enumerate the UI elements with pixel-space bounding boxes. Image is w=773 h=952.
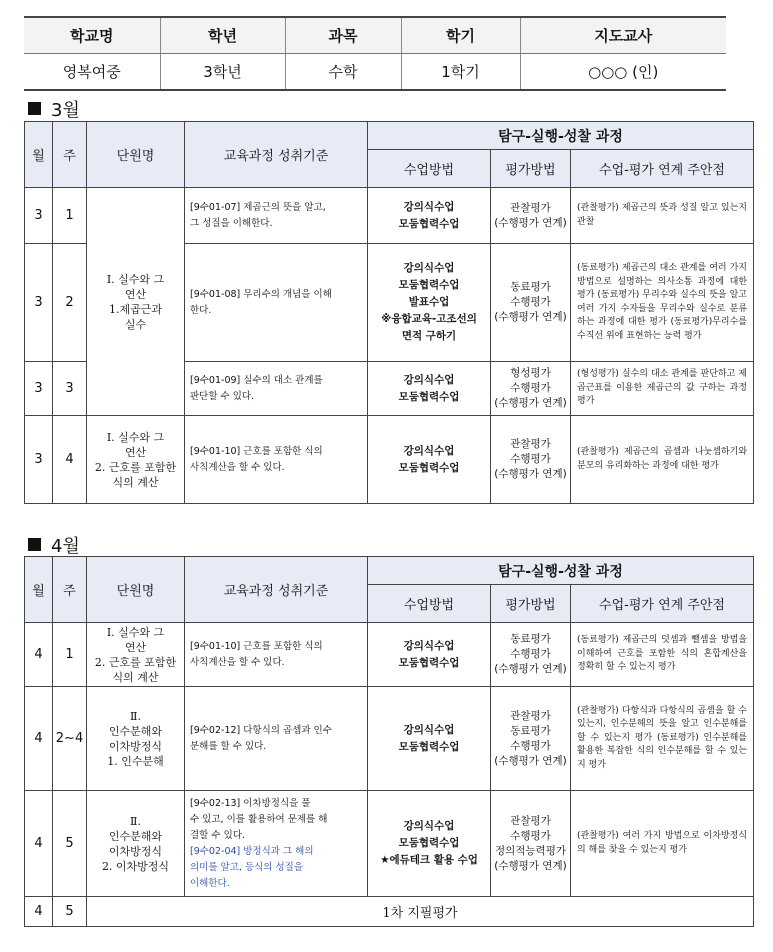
unit-cell: Ⅱ. 인수분해와 이차방정식 2. 이차방정식 [87, 791, 185, 897]
note-cell: (관찰평가) 다항식과 다항식의 곱셈을 할 수 있는지, 인수분해의 뜻을 알고 인수분해를 할 수 있는지 평가 (동료평가) 인수분해를 활용한 복잡한 식의 인수분해를 할 수 있는지 평가 [571, 687, 754, 791]
school-info-values [24, 54, 726, 91]
evaluation-cell: 형성평가 수행평가 (수행평가 연계) [491, 362, 571, 416]
evaluation-cell: 관찰평가 동료평가 수행평가 (수행평가 연계) [491, 687, 571, 791]
april-title: 4월 [51, 536, 80, 557]
month-cell: 3 [25, 244, 53, 362]
unit-cell: Ⅰ. 실수와 그 연산 2. 근호를 포함한 식의 계산 [87, 623, 185, 687]
process-header: 탐구-실행-성찰 과정 [368, 557, 754, 585]
method-cell: 강의식수업 모둠협력수업 [368, 416, 491, 504]
grade-value: 3학년 [160, 54, 285, 91]
month-cell: 3 [25, 416, 53, 504]
month-header: 월 [25, 122, 53, 188]
semester-label: 학기 [401, 17, 520, 54]
evaluation-cell: 관찰평가 (수행평가 연계) [491, 188, 571, 244]
month-cell: 3 [25, 188, 53, 244]
table-row [25, 416, 754, 504]
week-header: 주 [53, 122, 87, 188]
note-cell: (관찰평가) 제곱근의 곱셈과 나눗셈하기와 분모의 유리화하는 과정에 대한 평가 [571, 416, 754, 504]
note-header: 수업-평가 연계 주안점 [571, 585, 754, 623]
standard-cell: [9수01-10] 근호를 포함한 식의 사칙계산을 할 수 있다. [185, 623, 368, 687]
standard-cell: [9수02-13] 이차방정식을 풀 수 있고, 이를 활용하여 문제를 해 결할 수 있다. [9수02-04] 방정식과 그 해의 의미를 알고, 등식의 성질을 이해한다. [185, 791, 368, 897]
month-header: 월 [25, 557, 53, 623]
week-header: 주 [53, 557, 87, 623]
week-cell: 1 [53, 623, 87, 687]
unit-cell: Ⅰ. 실수와 그 연산 2. 근호를 포함한 식의 계산 [87, 416, 185, 504]
evaluation-header: 평가방법 [491, 585, 571, 623]
exam-label: 1차 지필평가 [87, 897, 754, 927]
unit-header: 단원명 [87, 122, 185, 188]
note-cell: (형성평가) 실수의 대소 관계를 판단하고 제곱근표를 이용한 제곱근의 값 구하는 과정 평가 [571, 362, 754, 416]
week-cell: 4 [53, 416, 87, 504]
march-title: 3월 [51, 100, 80, 121]
note-cell: (관찰평가) 제곱근의 뜻과 성질 알고 있는지 관찰 [571, 188, 754, 244]
school-info-table [24, 16, 726, 91]
week-cell: 2 [53, 244, 87, 362]
april-plan-table [24, 556, 754, 927]
process-header: 탐구-실행-성찰 과정 [368, 122, 754, 150]
table-row [25, 623, 754, 687]
method-header: 수업방법 [368, 585, 491, 623]
method-header: 수업방법 [368, 150, 491, 188]
evaluation-header: 평가방법 [491, 150, 571, 188]
month-cell: 3 [25, 362, 53, 416]
evaluation-cell: 관찰평가 수행평가 (수행평가 연계) [491, 416, 571, 504]
standard-cell: [9수01-09] 실수의 대소 관계를 판단할 수 있다. [185, 362, 368, 416]
unit-cell: Ⅰ. 실수와 그 연산 1.제곱근과 실수 [87, 188, 185, 416]
note-cell: (관찰평가) 여러 가지 방법으로 이차방정식의 해를 찾을 수 있는지 평가 [571, 791, 754, 897]
school-name-value: 영복여중 [24, 54, 160, 91]
method-cell: 강의식수업 모둠협력수업 [368, 188, 491, 244]
method-cell: 강의식수업 모둠협력수업 ★에듀테크 활용 수업 [368, 791, 491, 897]
evaluation-cell: 관찰평가 수행평가 정의적능력평가 (수행평가 연계) [491, 791, 571, 897]
method-cell: 강의식수업 모둠협력수업 발표수업 ※융합교육-고조선의 면적 구하기 [368, 244, 491, 362]
table-row [25, 791, 754, 897]
month-cell: 4 [25, 791, 53, 897]
standard-cell: [9수01-08] 무리수의 개념을 이해 한다. [185, 244, 368, 362]
standard-cell: [9수01-10] 근호를 포함한 식의 사칙계산을 할 수 있다. [185, 416, 368, 504]
standard-cell: [9수01-07] 제곱근의 뜻을 알고, 그 성질을 이해한다. [185, 188, 368, 244]
month-cell: 4 [25, 687, 53, 791]
week-cell: 2~4 [53, 687, 87, 791]
method-cell: 강의식수업 모둠협력수업 [368, 362, 491, 416]
standard-cell: [9수02-12] 다항식의 곱셈과 인수 분해를 할 수 있다. [185, 687, 368, 791]
teacher-value: ○○○ (인) [520, 54, 726, 91]
exam-row [25, 897, 754, 927]
subject-label: 과목 [285, 17, 401, 54]
week-cell: 5 [53, 897, 87, 927]
evaluation-cell: 동료평가 수행평가 (수행평가 연계) [491, 244, 571, 362]
standard-header: 교육과정 성취기준 [185, 557, 368, 623]
school-name-label: 학교명 [24, 17, 160, 54]
semester-value: 1학기 [401, 54, 520, 91]
method-cell: 강의식수업 모둠협력수업 [368, 687, 491, 791]
month-cell: 4 [25, 897, 53, 927]
note-header: 수업-평가 연계 주안점 [571, 150, 754, 188]
grade-label: 학년 [160, 17, 285, 54]
march-heading [28, 96, 80, 122]
teacher-label: 지도교사 [520, 17, 726, 54]
week-cell: 3 [53, 362, 87, 416]
school-info-labels [24, 17, 726, 54]
march-plan-table [24, 121, 754, 504]
square-bullet-icon [28, 102, 41, 115]
note-cell: (동료평가) 제곱근의 덧셈과 뺄셈을 방법을 이해하여 근호를 포함한 식의 혼합계산을 정확히 할 수 있는지 평가 [571, 623, 754, 687]
unit-header: 단원명 [87, 557, 185, 623]
evaluation-cell: 동료평가 수행평가 (수행평가 연계) [491, 623, 571, 687]
standard-header: 교육과정 성취기준 [185, 122, 368, 188]
week-cell: 5 [53, 791, 87, 897]
note-cell: (동료평가) 제곱근의 대소 관계를 여러 가지 방법으로 설명하는 의사소통 과정에 대한 평가 (동료평가) 무리수와 실수의 뜻을 알고 여러 가지 수자들을 무리수와 실수로 분류하는 과정에 대한 평가 (동료평가)무리수를 수직선 위에 표현하는 능력 평가 [571, 244, 754, 362]
table-row [25, 687, 754, 791]
week-cell: 1 [53, 188, 87, 244]
method-cell: 강의식수업 모둠협력수업 [368, 623, 491, 687]
subject-value: 수학 [285, 54, 401, 91]
table-row [25, 188, 754, 244]
april-heading [28, 532, 80, 558]
month-cell: 4 [25, 623, 53, 687]
square-bullet-icon [28, 538, 41, 551]
unit-cell: Ⅱ. 인수분해와 이차방정식 1. 인수분해 [87, 687, 185, 791]
